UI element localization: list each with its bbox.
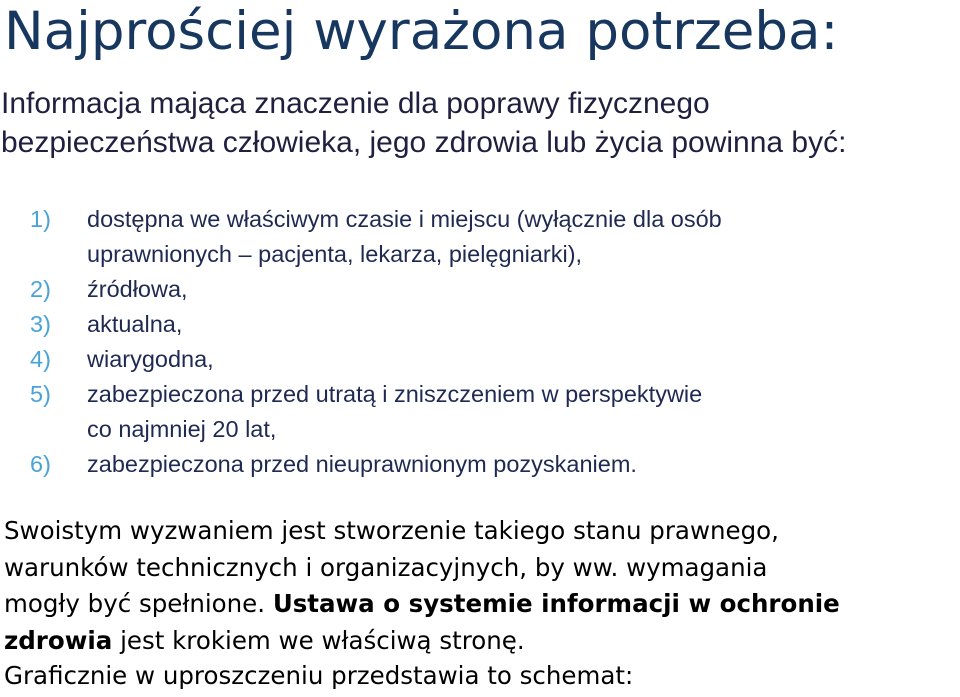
list-item-line: źródłowa, — [87, 276, 188, 302]
intro-line-1: Informacja mająca znaczenie dla poprawy fizycznego — [1, 87, 710, 120]
list-item-text — [87, 202, 722, 272]
requirements-list — [30, 202, 930, 482]
list-item-text — [87, 342, 214, 377]
list-item-number: 6) — [30, 451, 51, 477]
slide-title: Najprościej wyrażona potrzeba: — [4, 1, 839, 62]
list-item-text — [87, 307, 182, 342]
list-item-line: zabezpieczona przed nieuprawnionym pozyskaniem. — [87, 451, 637, 477]
law-name-emphasis: zdrowia — [4, 625, 113, 655]
list-item — [30, 307, 930, 342]
paragraph-text: mogły być spełnione. — [4, 589, 273, 618]
list-item — [30, 447, 930, 482]
law-name-emphasis: Ustawa o systemie informacji w ochronie — [272, 589, 840, 618]
list-item-line: co najmniej 20 lat, — [87, 416, 277, 442]
list-item-line: uprawnionych – pacjenta, lekarza, pielęgniarki), — [87, 241, 583, 267]
list-item-text — [87, 447, 637, 482]
list-item-number: 5) — [30, 381, 51, 407]
list-item-line: zabezpieczona przed utratą i zniszczeniem w perspektywie — [87, 381, 703, 407]
intro-text — [1, 84, 941, 162]
paragraph-line-3 — [4, 586, 960, 623]
list-item-text — [87, 377, 702, 447]
list-item — [30, 342, 930, 377]
list-item-text — [87, 272, 188, 307]
list-item — [30, 272, 930, 307]
paragraph-text: jest krokiem we właściwą stronę. — [112, 625, 525, 655]
list-item-line: wiarygodna, — [87, 346, 214, 372]
paragraph-line-2: warunków technicznych i organizacyjnych, by ww. wymagania — [4, 552, 768, 582]
list-item-number: 4) — [30, 346, 51, 372]
paragraph-line-1: Swoistym wyzwaniem jest stworzenie takiego stanu prawnego, — [4, 516, 779, 545]
challenge-paragraph — [4, 513, 960, 659]
closing-line: Graficznie w uproszczeniu przedstawia to schemat: — [4, 661, 634, 690]
list-item-line: dostępna we właściwym czasie i miejscu (wyłącznie dla osób — [87, 206, 722, 232]
list-item-line: aktualna, — [87, 311, 183, 337]
list-item-number: 1) — [30, 206, 51, 232]
intro-line-2: bezpieczeństwa człowieka, jego zdrowia lub życia powinna być: — [1, 126, 847, 159]
list-item — [30, 202, 930, 272]
list-item-number: 3) — [30, 311, 51, 337]
paragraph-line-4 — [4, 623, 960, 660]
list-item — [30, 377, 930, 447]
list-item-number: 2) — [30, 276, 51, 302]
